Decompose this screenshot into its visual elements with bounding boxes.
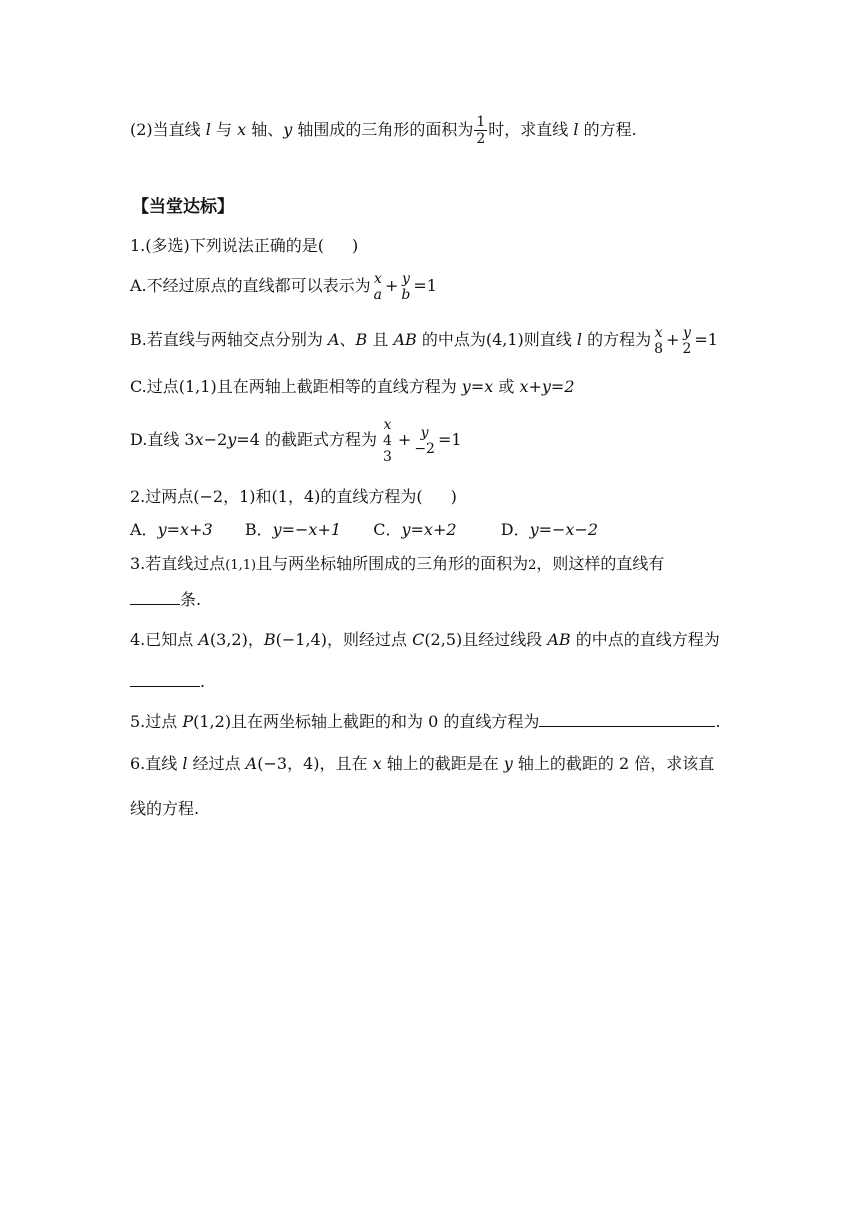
text: . [715, 712, 721, 731]
text: 的中点的直线方程为 [570, 630, 720, 649]
text: A.不经过原点的直线都可以表示为 [130, 276, 371, 295]
problem-4-line2 [130, 672, 205, 692]
problem-5 [130, 712, 721, 732]
text: 条. [180, 590, 202, 609]
problem-4-line1 [130, 630, 720, 650]
text: (−3，4)，且在 [257, 754, 373, 773]
text: 1.(多选)下列说法正确的是( [130, 236, 324, 255]
text: + [397, 430, 412, 449]
text: 或 [493, 377, 520, 396]
text: 轴上的截距是在 [381, 754, 504, 773]
option-1c [130, 377, 575, 397]
text: 且 [367, 330, 394, 349]
text: 轴、 [246, 120, 284, 139]
text: −2 [203, 430, 228, 449]
answer-blank [130, 590, 180, 605]
text: 且与两坐标轴所围成的三角形的面积为 [256, 554, 529, 573]
frac-den: −2 [414, 440, 435, 457]
var-l: l [576, 330, 583, 349]
var-l: l [182, 754, 188, 773]
text: 经过点 [187, 754, 246, 773]
equation: x+y=2 [519, 377, 575, 396]
option-label: B． [244, 520, 273, 539]
frac-num: x [373, 270, 382, 287]
text: + [385, 276, 399, 295]
option-label: D． [500, 520, 530, 539]
option-text: y=−x+1 [272, 520, 342, 539]
text: 3.若直线过点 [130, 554, 226, 573]
text: 4.已知点 [130, 630, 199, 649]
text: (−1,4)，则经过点 [275, 630, 413, 649]
fraction-one-half [474, 114, 487, 147]
var-y: y [503, 754, 513, 773]
fraction-x-over-8 [652, 325, 665, 357]
var-x: x [372, 754, 382, 773]
var-y: y [227, 430, 237, 449]
question-2-part2 [130, 112, 637, 148]
text: =1 [437, 430, 462, 449]
equation: y=x [461, 377, 494, 396]
fraction-y-over-b [399, 271, 412, 303]
fraction-x-over-a [372, 271, 384, 303]
var-l: l [573, 120, 579, 139]
text: =4 的截距式方程为 [236, 430, 377, 449]
frac-den: a [373, 286, 383, 303]
text: =1 [694, 330, 718, 349]
point-b: B [263, 630, 276, 649]
frac-den: 2 [682, 340, 692, 357]
text: (1,2)且在两坐标轴上截距的和为 0 的直线方程为 [193, 712, 540, 731]
text: 的方程为 [582, 330, 652, 349]
problem-6-line1 [130, 754, 714, 774]
frac-num: y [420, 424, 429, 441]
option-text: y=−x−2 [529, 520, 599, 539]
frac-num: 4 [382, 432, 392, 449]
text: 轴围成的三角形的面积为 [292, 120, 474, 139]
frac-den: 8 [654, 340, 664, 357]
text: B.若直线与两轴交点分别为 [130, 330, 328, 349]
text: 5.过点 [130, 712, 183, 731]
fraction-y-over-2 [680, 325, 693, 357]
text: + [666, 330, 680, 349]
text: 、 [339, 330, 356, 349]
answer-blank [539, 712, 715, 727]
option-label: C． [373, 520, 402, 539]
text: D.直线 3 [130, 430, 195, 449]
frac-den: 3 [382, 448, 392, 465]
point-coords: (1,1) [225, 558, 257, 573]
text: 6.直线 [130, 754, 183, 773]
option-1a [130, 268, 437, 304]
problem-2-options [130, 520, 598, 540]
problem-3-line1 [130, 554, 664, 576]
fraction-four-thirds [381, 433, 394, 465]
text: 轴上的截距的 2 倍，求该直 [512, 754, 715, 773]
var-x: x [194, 430, 204, 449]
option-1b [130, 322, 718, 358]
option-text: y=x+2 [401, 520, 457, 539]
problem-3-line2 [130, 590, 201, 610]
frac-den: 2 [476, 131, 486, 147]
frac-den [378, 433, 397, 465]
frac-num: 1 [476, 114, 486, 130]
text: =1 [413, 276, 437, 295]
text: ) [450, 487, 457, 506]
var-y: y [283, 120, 293, 139]
problem-2-stem [130, 487, 457, 507]
text: 的中点为(4,1)则直线 [416, 330, 577, 349]
fraction-y-over-neg2 [412, 425, 437, 457]
text: . [200, 672, 206, 691]
number: 2 [528, 558, 537, 573]
section-title: 【当堂达标】 [132, 197, 234, 217]
segment-ab: AB [547, 630, 571, 649]
var-x: x [237, 120, 247, 139]
answer-blank [130, 672, 200, 687]
frac-num: y [401, 270, 410, 287]
frac-den: b [401, 286, 411, 303]
text: 2.过两点(−2，1)和(1，4)的直线方程为( [130, 487, 423, 506]
point-a: A [327, 330, 340, 349]
frac-num: x [654, 324, 663, 341]
problem-1-stem [130, 236, 358, 256]
frac-num: y [682, 324, 691, 341]
text: C.过点(1,1)且在两轴上截距相等的直线方程为 [130, 377, 462, 396]
text: 与 [210, 120, 238, 139]
frac-num: x [383, 416, 392, 433]
fraction-x-over-four-thirds [378, 417, 397, 465]
problem-6-line2 [130, 799, 199, 819]
text: ) [352, 236, 359, 255]
option-1d [130, 412, 462, 468]
text: 线的方程. [130, 799, 200, 818]
option-label: A． [130, 520, 158, 539]
segment-ab: AB [393, 330, 417, 349]
option-text: y=x+3 [157, 520, 213, 539]
text: ，则这样的直线有 [536, 554, 665, 573]
text: (2,5)且经过线段 [424, 630, 548, 649]
text: (2)当直线 [130, 120, 206, 139]
var-l: l [205, 120, 211, 139]
text: 时，求直线 [488, 120, 574, 139]
point-a: A [198, 630, 210, 649]
point-c: C [412, 630, 425, 649]
point-b: B [355, 330, 368, 349]
text: 的方程. [578, 120, 637, 139]
point-a: A [245, 754, 258, 773]
text: (3,2)， [209, 630, 264, 649]
point-p: P [182, 712, 194, 731]
